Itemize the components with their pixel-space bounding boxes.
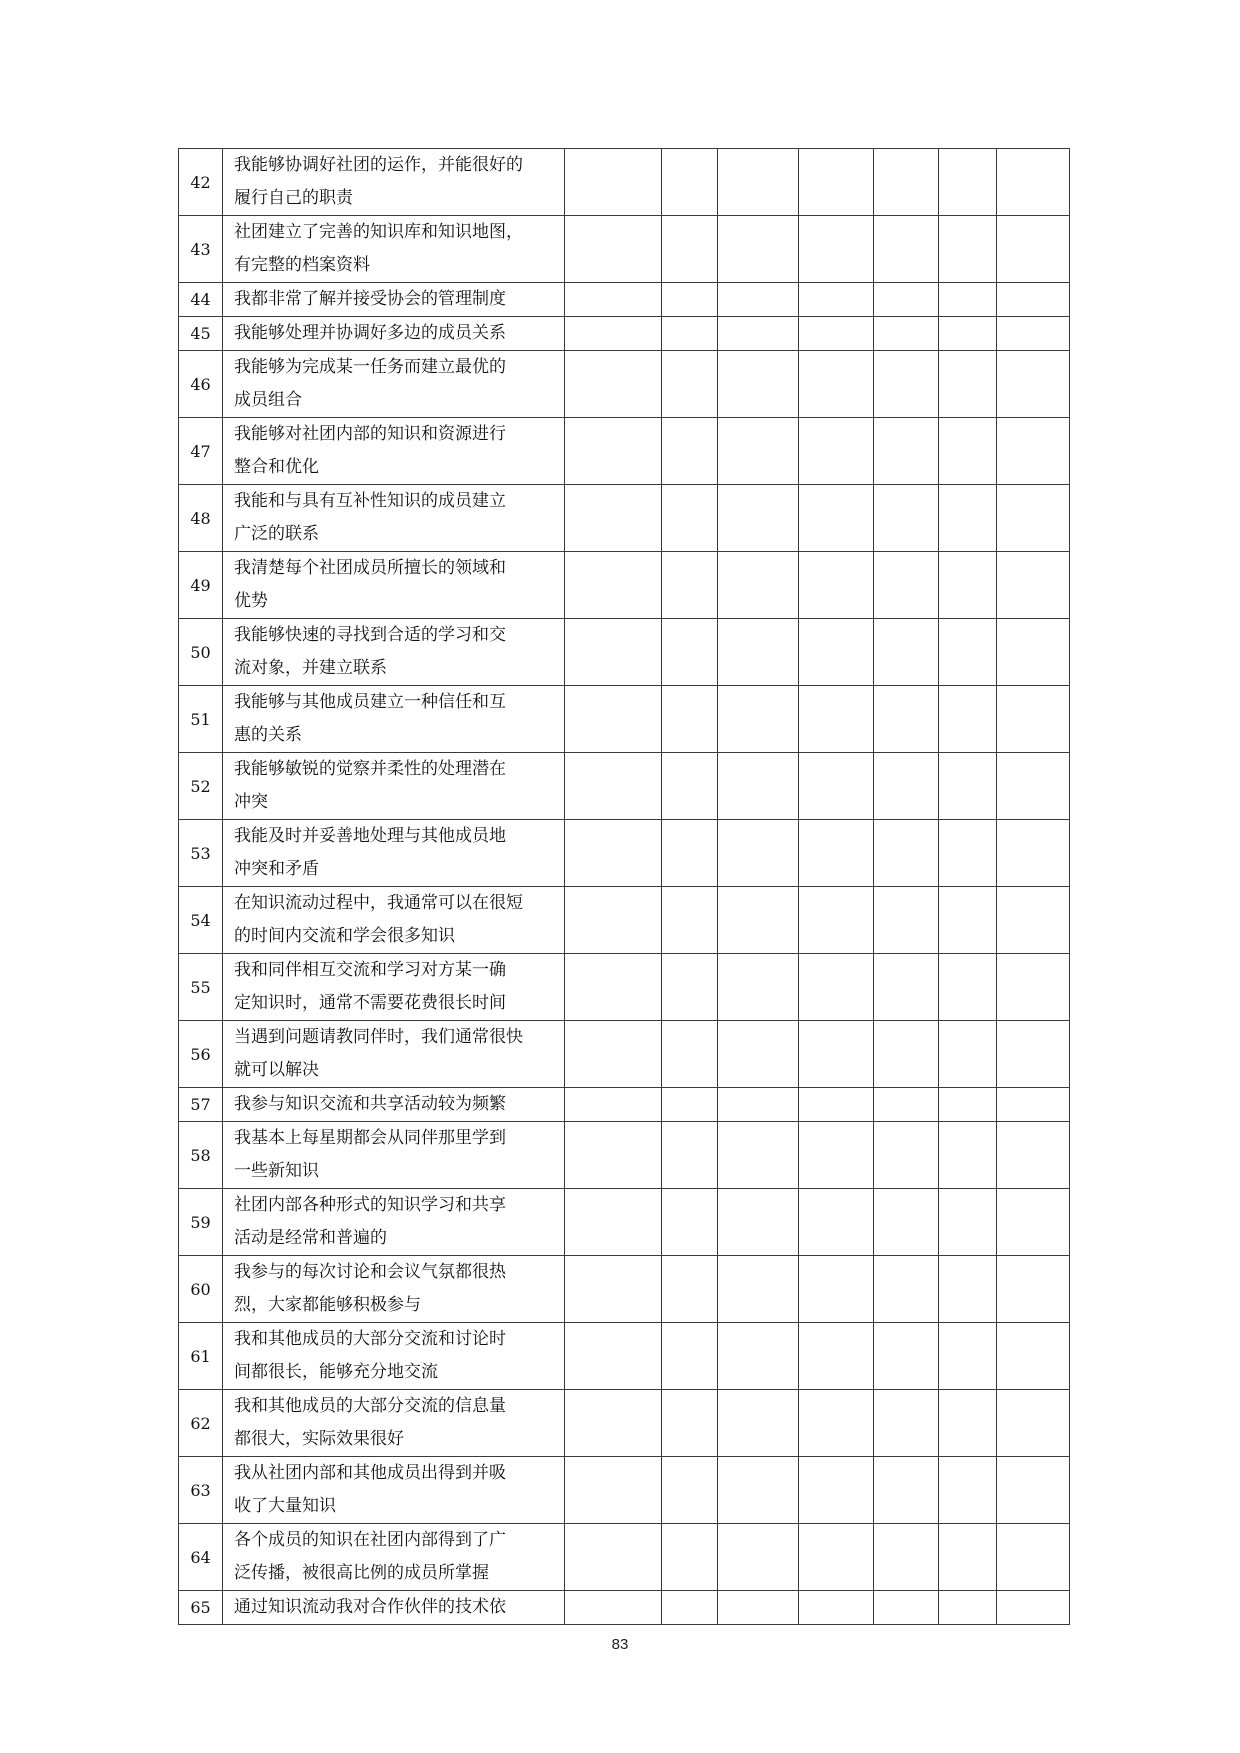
rating-cell-2[interactable]: [662, 418, 718, 485]
rating-cell-6[interactable]: [939, 149, 997, 216]
item-statement-line: 优势: [234, 591, 268, 611]
item-statement: [223, 753, 565, 820]
rating-cell-5[interactable]: [874, 317, 939, 351]
item-statement-line: 整合和优化: [234, 457, 319, 477]
rating-cell-2[interactable]: [662, 351, 718, 418]
item-statement-line: 广泛的联系: [234, 524, 319, 544]
rating-cell-2[interactable]: [662, 1524, 718, 1591]
table-row: [179, 351, 1070, 418]
item-number: 53: [179, 820, 223, 887]
item-number: 61: [179, 1323, 223, 1390]
rating-cell-3[interactable]: [718, 283, 799, 317]
item-statement: [223, 820, 565, 887]
rating-cell-5[interactable]: [874, 351, 939, 418]
table-row: [179, 1524, 1070, 1591]
rating-cell-6[interactable]: [939, 1591, 997, 1625]
rating-cell-5[interactable]: [874, 1189, 939, 1256]
rating-cell-1[interactable]: [565, 283, 662, 317]
rating-cell-3[interactable]: [718, 820, 799, 887]
item-statement-line: 我能够与其他成员建立一种信任和互: [234, 692, 506, 712]
rating-cell-4[interactable]: [799, 283, 874, 317]
rating-cell-6[interactable]: [939, 954, 997, 1021]
item-statement-line: 有完整的档案资料: [234, 255, 370, 275]
rating-cell-4[interactable]: [799, 1256, 874, 1323]
rating-cell-7[interactable]: [997, 820, 1070, 887]
table-row: [179, 283, 1070, 317]
rating-cell-3[interactable]: [718, 1088, 799, 1122]
item-statement: [223, 317, 565, 351]
item-statement: [223, 686, 565, 753]
item-statement-line: 都很大，实际效果很好: [234, 1429, 404, 1449]
item-statement: [223, 1390, 565, 1457]
item-statement-line: 我能及时并妥善地处理与其他成员地: [234, 826, 506, 846]
rating-cell-5[interactable]: [874, 1088, 939, 1122]
rating-cell-4[interactable]: [799, 552, 874, 619]
rating-cell-1[interactable]: [565, 552, 662, 619]
rating-cell-3[interactable]: [718, 1390, 799, 1457]
page-number: 83: [611, 1636, 629, 1653]
rating-cell-3[interactable]: [718, 317, 799, 351]
rating-cell-3[interactable]: [718, 1256, 799, 1323]
rating-cell-2[interactable]: [662, 1390, 718, 1457]
table-row: [179, 1390, 1070, 1457]
rating-cell-6[interactable]: [939, 1122, 997, 1189]
table-row: [179, 552, 1070, 619]
rating-cell-1[interactable]: [565, 686, 662, 753]
rating-cell-5[interactable]: [874, 1390, 939, 1457]
rating-cell-6[interactable]: [939, 216, 997, 283]
rating-cell-7[interactable]: [997, 1457, 1070, 1524]
item-statement-line: 就可以解决: [234, 1060, 319, 1080]
table-row: [179, 216, 1070, 283]
item-number: 52: [179, 753, 223, 820]
rating-cell-2[interactable]: [662, 552, 718, 619]
item-number: 58: [179, 1122, 223, 1189]
item-statement-line: 我和其他成员的大部分交流和讨论时: [234, 1329, 506, 1349]
item-number: 65: [179, 1591, 223, 1625]
rating-cell-6[interactable]: [939, 1457, 997, 1524]
table-body: [179, 149, 1070, 1625]
rating-cell-4[interactable]: [799, 954, 874, 1021]
rating-cell-6[interactable]: [939, 485, 997, 552]
item-statement-line: 的时间内交流和学会很多知识: [234, 926, 455, 946]
item-statement: [223, 1122, 565, 1189]
rating-cell-5[interactable]: [874, 1021, 939, 1088]
rating-cell-4[interactable]: [799, 753, 874, 820]
rating-cell-7[interactable]: [997, 686, 1070, 753]
item-number: 55: [179, 954, 223, 1021]
table-row: [179, 619, 1070, 686]
rating-cell-7[interactable]: [997, 619, 1070, 686]
item-statement: [223, 887, 565, 954]
rating-cell-7[interactable]: [997, 351, 1070, 418]
rating-cell-7[interactable]: [997, 149, 1070, 216]
rating-cell-7[interactable]: [997, 887, 1070, 954]
item-statement-line: 冲突和矛盾: [234, 859, 319, 879]
rating-cell-3[interactable]: [718, 887, 799, 954]
rating-cell-7[interactable]: [997, 1256, 1070, 1323]
rating-cell-6[interactable]: [939, 1088, 997, 1122]
rating-cell-1[interactable]: [565, 1524, 662, 1591]
rating-cell-4[interactable]: [799, 317, 874, 351]
rating-cell-7[interactable]: [997, 1524, 1070, 1591]
rating-cell-5[interactable]: [874, 1457, 939, 1524]
rating-cell-4[interactable]: [799, 216, 874, 283]
rating-cell-2[interactable]: [662, 216, 718, 283]
item-statement-line: 我能够敏锐的觉察并柔性的处理潜在: [234, 759, 506, 779]
rating-cell-6[interactable]: [939, 283, 997, 317]
rating-cell-4[interactable]: [799, 1088, 874, 1122]
item-statement-line: 我都非常了解并接受协会的管理制度: [234, 289, 506, 309]
rating-cell-4[interactable]: [799, 1524, 874, 1591]
rating-cell-4[interactable]: [799, 418, 874, 485]
rating-cell-4[interactable]: [799, 820, 874, 887]
item-statement: [223, 954, 565, 1021]
rating-cell-2[interactable]: [662, 1256, 718, 1323]
item-statement-line: 社团建立了完善的知识库和知识地图，: [234, 222, 523, 242]
item-statement-line: 一些新知识: [234, 1161, 319, 1181]
rating-cell-1[interactable]: [565, 317, 662, 351]
table-row: [179, 485, 1070, 552]
rating-cell-7[interactable]: [997, 1323, 1070, 1390]
rating-cell-7[interactable]: [997, 317, 1070, 351]
item-statement-line: 烈，大家都能够积极参与: [234, 1295, 421, 1315]
rating-cell-2[interactable]: [662, 1591, 718, 1625]
rating-cell-3[interactable]: [718, 552, 799, 619]
item-number: 57: [179, 1088, 223, 1122]
item-statement: [223, 216, 565, 283]
rating-cell-7[interactable]: [997, 418, 1070, 485]
rating-cell-1[interactable]: [565, 216, 662, 283]
item-number: 45: [179, 317, 223, 351]
table-row: [179, 1323, 1070, 1390]
item-statement-line: 惠的关系: [234, 725, 302, 745]
rating-cell-7[interactable]: [997, 1122, 1070, 1189]
item-statement-line: 履行自己的职责: [234, 188, 353, 208]
item-number: 48: [179, 485, 223, 552]
item-number: 59: [179, 1189, 223, 1256]
rating-cell-2[interactable]: [662, 1122, 718, 1189]
item-number: 54: [179, 887, 223, 954]
rating-cell-7[interactable]: [997, 1591, 1070, 1625]
rating-cell-3[interactable]: [718, 954, 799, 1021]
rating-cell-2[interactable]: [662, 954, 718, 1021]
rating-cell-1[interactable]: [565, 485, 662, 552]
rating-cell-3[interactable]: [718, 418, 799, 485]
item-statement: [223, 351, 565, 418]
rating-cell-1[interactable]: [565, 1457, 662, 1524]
item-statement-line: 通过知识流动我对合作伙伴的技术依: [234, 1597, 506, 1617]
item-statement: [223, 1591, 565, 1625]
item-statement-line: 我参与知识交流和共享活动较为频繁: [234, 1094, 506, 1114]
rating-cell-2[interactable]: [662, 1323, 718, 1390]
item-statement-line: 我和同伴相互交流和学习对方某一确: [234, 960, 506, 980]
rating-cell-5[interactable]: [874, 887, 939, 954]
rating-cell-5[interactable]: [874, 1256, 939, 1323]
rating-cell-5[interactable]: [874, 820, 939, 887]
rating-cell-3[interactable]: [718, 1323, 799, 1390]
rating-cell-7[interactable]: [997, 1390, 1070, 1457]
rating-cell-6[interactable]: [939, 1189, 997, 1256]
item-statement: [223, 619, 565, 686]
item-number: 44: [179, 283, 223, 317]
rating-cell-2[interactable]: [662, 283, 718, 317]
table-row: [179, 418, 1070, 485]
item-number: 62: [179, 1390, 223, 1457]
rating-cell-4[interactable]: [799, 619, 874, 686]
item-statement-line: 收了大量知识: [234, 1496, 336, 1516]
item-statement-line: 泛传播，被很高比例的成员所掌握: [234, 1563, 489, 1583]
rating-cell-5[interactable]: [874, 552, 939, 619]
table-row: [179, 1021, 1070, 1088]
item-statement-line: 流对象，并建立联系: [234, 658, 387, 678]
rating-cell-4[interactable]: [799, 686, 874, 753]
item-number: 46: [179, 351, 223, 418]
rating-cell-4[interactable]: [799, 149, 874, 216]
item-statement: [223, 283, 565, 317]
rating-cell-3[interactable]: [718, 351, 799, 418]
item-statement: [223, 552, 565, 619]
rating-cell-1[interactable]: [565, 149, 662, 216]
table-row: [179, 317, 1070, 351]
rating-cell-7[interactable]: [997, 1021, 1070, 1088]
rating-cell-1[interactable]: [565, 1256, 662, 1323]
rating-cell-7[interactable]: [997, 552, 1070, 619]
table-row: [179, 1189, 1070, 1256]
table-row: [179, 1088, 1070, 1122]
item-number: 49: [179, 552, 223, 619]
item-statement: [223, 1524, 565, 1591]
item-number: 56: [179, 1021, 223, 1088]
rating-cell-2[interactable]: [662, 1189, 718, 1256]
rating-cell-6[interactable]: [939, 1323, 997, 1390]
item-statement-line: 成员组合: [234, 390, 302, 410]
rating-cell-4[interactable]: [799, 1021, 874, 1088]
rating-cell-5[interactable]: [874, 149, 939, 216]
rating-cell-6[interactable]: [939, 418, 997, 485]
table-row: [179, 1256, 1070, 1323]
rating-cell-2[interactable]: [662, 753, 718, 820]
table-row: [179, 820, 1070, 887]
rating-cell-7[interactable]: [997, 954, 1070, 1021]
rating-cell-1[interactable]: [565, 418, 662, 485]
rating-cell-5[interactable]: [874, 619, 939, 686]
rating-cell-1[interactable]: [565, 1591, 662, 1625]
table-row: [179, 753, 1070, 820]
rating-cell-6[interactable]: [939, 552, 997, 619]
rating-cell-3[interactable]: [718, 1122, 799, 1189]
item-statement-line: 在知识流动过程中，我通常可以在很短: [234, 893, 523, 913]
item-number: 51: [179, 686, 223, 753]
rating-cell-3[interactable]: [718, 485, 799, 552]
item-statement-line: 当遇到问题请教同伴时，我们通常很快: [234, 1027, 523, 1047]
rating-cell-6[interactable]: [939, 1021, 997, 1088]
table-row: [179, 1457, 1070, 1524]
rating-cell-2[interactable]: [662, 317, 718, 351]
rating-cell-6[interactable]: [939, 820, 997, 887]
rating-cell-6[interactable]: [939, 686, 997, 753]
rating-cell-6[interactable]: [939, 1390, 997, 1457]
item-statement: [223, 1323, 565, 1390]
item-number: 47: [179, 418, 223, 485]
rating-cell-5[interactable]: [874, 1524, 939, 1591]
rating-cell-4[interactable]: [799, 1457, 874, 1524]
table-row: [179, 686, 1070, 753]
rating-cell-3[interactable]: [718, 1591, 799, 1625]
rating-cell-2[interactable]: [662, 485, 718, 552]
item-statement-line: 我能和与具有互补性知识的成员建立: [234, 491, 506, 511]
rating-cell-4[interactable]: [799, 1390, 874, 1457]
rating-cell-1[interactable]: [565, 1189, 662, 1256]
rating-cell-5[interactable]: [874, 686, 939, 753]
rating-cell-2[interactable]: [662, 820, 718, 887]
rating-cell-3[interactable]: [718, 216, 799, 283]
table-row: [179, 887, 1070, 954]
rating-cell-5[interactable]: [874, 283, 939, 317]
rating-cell-2[interactable]: [662, 1457, 718, 1524]
rating-cell-1[interactable]: [565, 619, 662, 686]
item-statement-line: 我参与的每次讨论和会议气氛都很热: [234, 1262, 506, 1282]
rating-cell-3[interactable]: [718, 149, 799, 216]
rating-cell-2[interactable]: [662, 149, 718, 216]
rating-cell-4[interactable]: [799, 351, 874, 418]
rating-cell-4[interactable]: [799, 1323, 874, 1390]
rating-cell-6[interactable]: [939, 887, 997, 954]
rating-cell-2[interactable]: [662, 686, 718, 753]
rating-cell-2[interactable]: [662, 887, 718, 954]
rating-cell-6[interactable]: [939, 1256, 997, 1323]
rating-cell-3[interactable]: [718, 1524, 799, 1591]
rating-cell-5[interactable]: [874, 485, 939, 552]
survey-table: [178, 148, 1070, 1625]
item-statement: [223, 1256, 565, 1323]
item-statement-line: 我和其他成员的大部分交流的信息量: [234, 1396, 506, 1416]
item-number: 42: [179, 149, 223, 216]
table-row: [179, 1122, 1070, 1189]
rating-cell-1[interactable]: [565, 820, 662, 887]
rating-cell-1[interactable]: [565, 1088, 662, 1122]
item-statement-line: 我能够为完成某一任务而建立最优的: [234, 357, 506, 377]
rating-cell-1[interactable]: [565, 1021, 662, 1088]
rating-cell-6[interactable]: [939, 1524, 997, 1591]
rating-cell-5[interactable]: [874, 753, 939, 820]
rating-cell-4[interactable]: [799, 485, 874, 552]
rating-cell-7[interactable]: [997, 216, 1070, 283]
item-statement-line: 社团内部各种形式的知识学习和共享: [234, 1195, 506, 1215]
rating-cell-1[interactable]: [565, 351, 662, 418]
item-statement-line: 各个成员的知识在社团内部得到了广: [234, 1530, 506, 1550]
rating-cell-4[interactable]: [799, 1591, 874, 1625]
rating-cell-2[interactable]: [662, 619, 718, 686]
item-number: 64: [179, 1524, 223, 1591]
rating-cell-6[interactable]: [939, 619, 997, 686]
item-statement-line: 我基本上每星期都会从同伴那里学到: [234, 1128, 506, 1148]
rating-cell-4[interactable]: [799, 887, 874, 954]
rating-cell-3[interactable]: [718, 1189, 799, 1256]
rating-cell-5[interactable]: [874, 1591, 939, 1625]
item-statement-line: 间都很长，能够充分地交流: [234, 1362, 438, 1382]
rating-cell-1[interactable]: [565, 1390, 662, 1457]
rating-cell-4[interactable]: [799, 1189, 874, 1256]
rating-cell-6[interactable]: [939, 351, 997, 418]
rating-cell-1[interactable]: [565, 954, 662, 1021]
rating-cell-5[interactable]: [874, 1122, 939, 1189]
item-statement-line: 我从社团内部和其他成员出得到并吸: [234, 1463, 506, 1483]
item-number: 63: [179, 1457, 223, 1524]
rating-cell-7[interactable]: [997, 1088, 1070, 1122]
rating-cell-1[interactable]: [565, 1122, 662, 1189]
item-statement-line: 我能够处理并协调好多边的成员关系: [234, 323, 506, 343]
rating-cell-6[interactable]: [939, 753, 997, 820]
item-statement: [223, 485, 565, 552]
item-statement-line: 我能够快速的寻找到合适的学习和交: [234, 625, 506, 645]
rating-cell-1[interactable]: [565, 753, 662, 820]
rating-cell-4[interactable]: [799, 1122, 874, 1189]
item-statement-line: 我清楚每个社团成员所擅长的领域和: [234, 558, 506, 578]
rating-cell-3[interactable]: [718, 1457, 799, 1524]
item-statement-line: 定知识时，通常不需要花费很长时间: [234, 993, 506, 1013]
rating-cell-1[interactable]: [565, 1323, 662, 1390]
table-row: [179, 149, 1070, 216]
item-number: 43: [179, 216, 223, 283]
rating-cell-1[interactable]: [565, 887, 662, 954]
item-statement-line: 冲突: [234, 792, 268, 812]
item-statement: [223, 1021, 565, 1088]
rating-cell-5[interactable]: [874, 216, 939, 283]
rating-cell-2[interactable]: [662, 1021, 718, 1088]
rating-cell-7[interactable]: [997, 283, 1070, 317]
rating-cell-5[interactable]: [874, 1323, 939, 1390]
item-statement-line: 活动是经常和普遍的: [234, 1228, 387, 1248]
table-row: [179, 1591, 1070, 1625]
item-statement: [223, 1088, 565, 1122]
table-row: [179, 954, 1070, 1021]
rating-cell-2[interactable]: [662, 1088, 718, 1122]
rating-cell-6[interactable]: [939, 317, 997, 351]
rating-cell-3[interactable]: [718, 619, 799, 686]
rating-cell-3[interactable]: [718, 753, 799, 820]
item-statement: [223, 1189, 565, 1256]
item-statement-line: 我能够对社团内部的知识和资源进行: [234, 424, 506, 444]
item-number: 60: [179, 1256, 223, 1323]
item-statement: [223, 1457, 565, 1524]
rating-cell-5[interactable]: [874, 954, 939, 1021]
item-statement: [223, 149, 565, 216]
rating-cell-3[interactable]: [718, 1021, 799, 1088]
item-statement: [223, 418, 565, 485]
item-number: 50: [179, 619, 223, 686]
rating-cell-5[interactable]: [874, 418, 939, 485]
rating-cell-7[interactable]: [997, 753, 1070, 820]
rating-cell-3[interactable]: [718, 686, 799, 753]
rating-cell-7[interactable]: [997, 1189, 1070, 1256]
rating-cell-7[interactable]: [997, 485, 1070, 552]
item-statement-line: 我能够协调好社团的运作，并能很好的: [234, 155, 523, 175]
